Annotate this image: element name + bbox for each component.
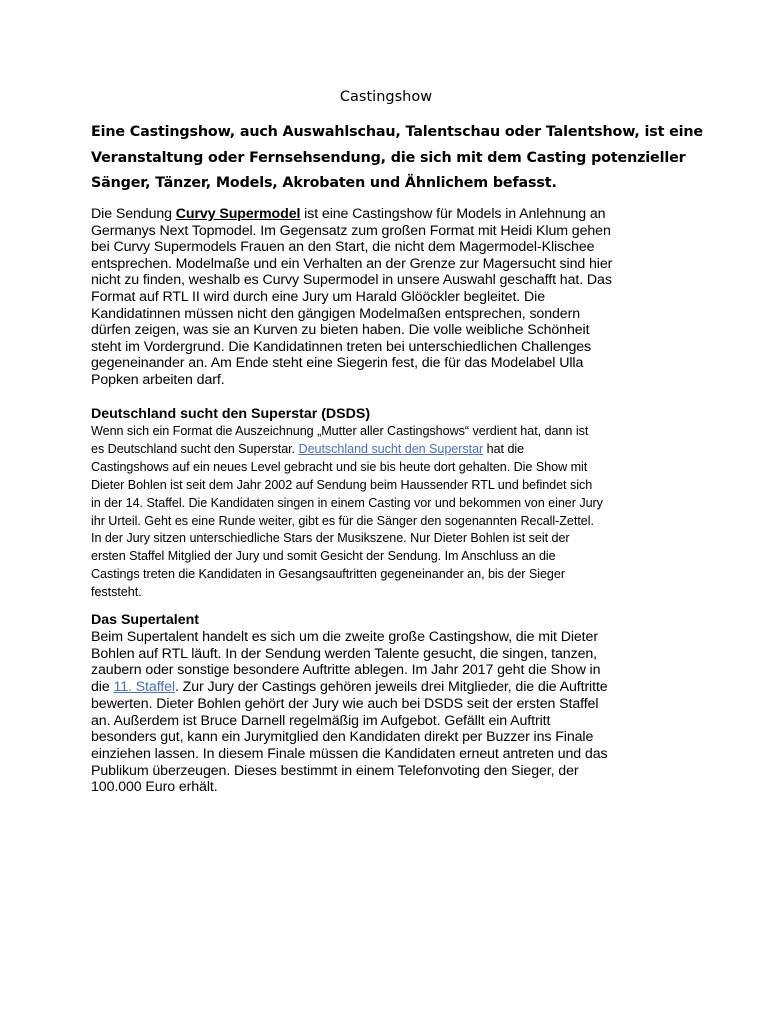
intro-line: entsprechen. Modelmaße und ein Verhalten an der Grenze zur Magersucht sind hier: [91, 255, 613, 272]
dsds-line: Dieter Bohlen ist seit dem Jahr 2002 auf Sendung beim Haussender RTL und befindet sich: [91, 477, 593, 492]
lead-line: Sänger, Tänzer, Models, Akrobaten und Ähnlichem befasst.: [91, 175, 557, 191]
supertalent-line: [91, 679, 681, 696]
dsds-paragraph: [91, 423, 681, 602]
supertalent-line: Bohlen auf RTL läuft. In der Sendung werden Talente gesucht, die singen, tanzen,: [91, 645, 597, 662]
dsds-heading: Deutschland sucht den Superstar (DSDS): [91, 406, 371, 422]
dsds-text: es Deutschland sucht den Superstar.: [91, 441, 299, 456]
intro-text: Die Sendung: [91, 206, 176, 222]
dsds-line: in der 14. Staffel. Die Kandidaten singen in einem Casting vor und bekommen von einer Jury: [91, 495, 603, 510]
dsds-line: [91, 441, 681, 459]
dsds-link[interactable]: Deutschland sucht den Superstar: [298, 441, 484, 456]
dsds-line: Castingshows auf ein neues Level gebracht und sie bis heute dort gehalten. Die Show mit: [91, 459, 588, 474]
intro-text: ist eine Castingshow für Models in Anlehnung an: [300, 206, 606, 222]
intro-line: Kandidatinnen müssen nicht den gängigen Modelmaßen entsprechen, sondern: [91, 305, 581, 322]
supertalent-line: Publikum überzeugen. Dieses bestimmt in einem Telefonvoting den Sieger, der: [91, 762, 579, 779]
supertalent-paragraph: [91, 629, 681, 796]
supertalent-line: Beim Supertalent handelt es sich um die zweite große Castingshow, die mit Dieter: [91, 629, 598, 645]
supertalent-heading: Das Supertalent: [91, 612, 200, 628]
supertalent-line: zaubern oder sonstige besondere Auftritte ablegen. Im Jahr 2017 geht die Show in: [91, 662, 601, 679]
lead-paragraph: [91, 120, 703, 197]
dsds-line: In der Jury sitzen unterschiedliche Stars der Musikszene. Nur Dieter Bohlen ist seit der: [91, 531, 570, 546]
dsds-text: hat die: [483, 441, 525, 456]
staffel-link[interactable]: 11. Staffel: [113, 679, 175, 696]
intro-line: nicht zu finden, weshalb es Curvy Supermodel in unsere Auswahl geschafft hat. Das: [91, 272, 612, 289]
supertalent-line: bewerten. Dieter Bohlen gehört der Jury wie auch bei DSDS seit der ersten Staffel: [91, 695, 599, 712]
lead-line: Veranstaltung oder Fernsehsendung, die sich mit dem Casting potenzieller: [91, 149, 686, 166]
supertalent-text: die: [91, 679, 114, 696]
intro-line: gegeneinander an. Am Ende steht eine Siegerin fest, die für das Modelabel Ulla: [91, 355, 584, 372]
intro-line: Popken arbeiten darf.: [91, 371, 225, 388]
intro-line: Format auf RTL II wird durch eine Jury um Harald Glööckler begleitet. Die: [91, 288, 545, 305]
supertalent-line: an. Außerdem ist Bruce Darnell regelmäßig im Aufgebot. Gefällt ein Auftritt: [91, 712, 551, 729]
supertalent-line: besonders gut, kann ein Jurymitglied den Kandidaten direkt per Buzzer ins Finale: [91, 729, 594, 746]
intro-line: dürfen zeigen, was sie an Kurven zu bieten haben. Die volle weibliche Schönheit: [91, 322, 590, 339]
intro-line: Germanys Next Topmodel. Im Gegensatz zum großen Format mit Heidi Klum gehen: [91, 222, 611, 239]
brand-name: Curvy Supermodel: [175, 206, 301, 222]
dsds-line: feststeht.: [91, 585, 142, 600]
intro-paragraph: [91, 206, 681, 389]
lead-line: Eine Castingshow, auch Auswahlschau, Talentschau oder Talentshow, ist eine: [91, 124, 703, 140]
supertalent-text: . Zur Jury der Castings gehören jeweils drei Mitglieder, die die Auftritte: [174, 679, 608, 696]
intro-line: steht im Vordergrund. Die Kandidatinnen treten bei unterschiedlichen Challenges: [91, 338, 592, 355]
dsds-line: Castings treten die Kandidaten in Gesangsauftritten gegeneinander an, bis der Sieger: [91, 567, 565, 582]
intro-line: [91, 206, 681, 223]
supertalent-line: einziehen lassen. In diesem Finale müssen die Kandidaten erneut antreten und das: [91, 745, 608, 762]
dsds-line: Wenn sich ein Format die Auszeichnung „Mutter aller Castingshows“ verdient hat, dann ist: [91, 424, 589, 438]
dsds-line: ersten Staffel Mitglied der Jury und somit Gesicht der Sendung. Im Anschluss an die: [91, 549, 556, 564]
page-title: Castingshow: [339, 89, 433, 105]
supertalent-line: 100.000 Euro erhält.: [91, 779, 218, 796]
dsds-line: ihr Urteil. Geht es eine Runde weiter, gibt es für die Sänger den sogenannten Recall-Zettel.: [91, 513, 594, 528]
intro-line: bei Curvy Supermodels Frauen an den Start, die nicht dem Magermodel-Klischee: [91, 239, 595, 256]
